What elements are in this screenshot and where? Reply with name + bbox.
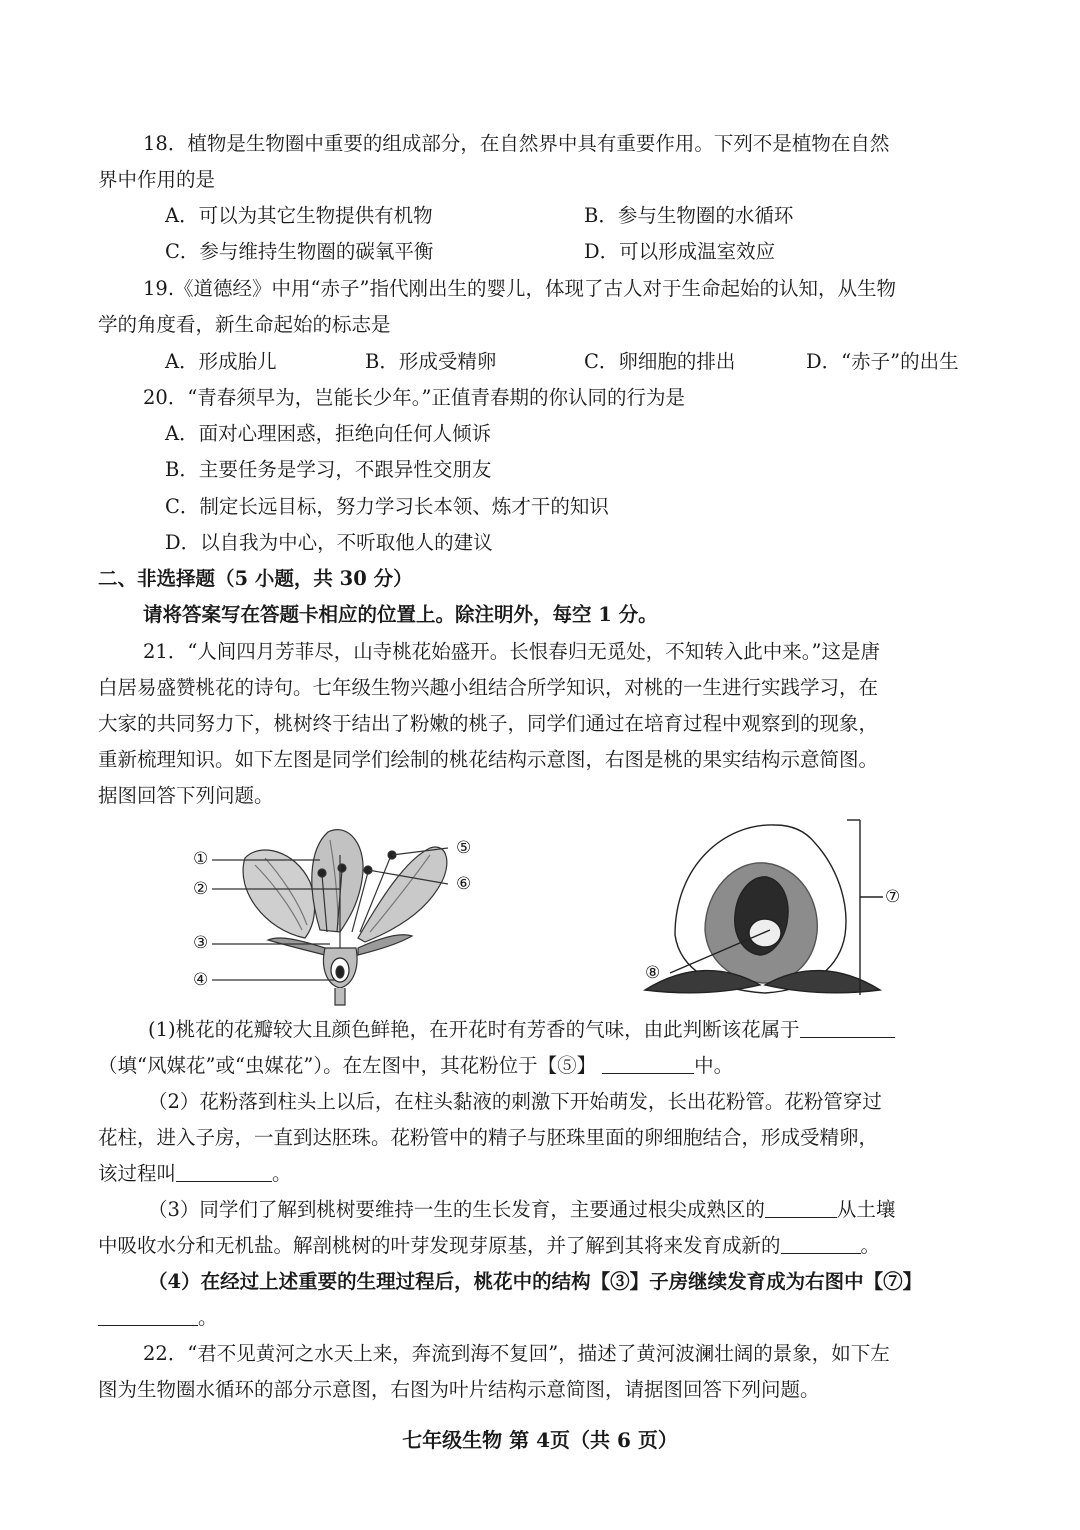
answer-blank-3[interactable] xyxy=(176,1161,272,1182)
q21-part1-line1 xyxy=(148,1016,895,1044)
fruit-drawing xyxy=(645,820,883,995)
fruit-label-7: ⑦ xyxy=(885,887,901,907)
flower-label-2: ② xyxy=(193,879,209,899)
q21-line2: 白居易盛赞桃花的诗句。七年级生物兴趣小组结合所学知识，对桃的一生进行实践学习，在 xyxy=(98,676,879,699)
q21-part1-text3: 中。 xyxy=(694,1054,734,1077)
q21-part3-text3: 中吸收水分和无机盐。解剖桃树的叶芽发现芽原基，并了解到其将来发育成新的 xyxy=(98,1234,781,1257)
q21-part4-line2 xyxy=(98,1304,218,1332)
answer-blank-6[interactable] xyxy=(98,1305,198,1326)
q18-option-d: D．可以形成温室效应 xyxy=(584,240,776,263)
q21-part2-line1: （2）花粉落到柱头上以后，在柱头黏液的刺激下开始萌发，长出花粉管。花粉管穿过 xyxy=(148,1090,882,1113)
q19-option-c: C．卵细胞的排出 xyxy=(584,350,736,373)
q21-line4: 重新梳理知识。如下左图是同学们绘制的桃花结构示意图，右图是桃的果实结构示意简图。 xyxy=(98,748,879,771)
q21-part3-line1 xyxy=(148,1196,895,1224)
q18-option-c: C．参与维持生物圈的碳氧平衡 xyxy=(165,240,434,263)
q21-part4-text2: 。 xyxy=(198,1306,218,1329)
peach-flower-diagram xyxy=(180,820,500,1010)
answer-blank-1[interactable] xyxy=(800,1017,895,1038)
q18-option-b: B．参与生物圈的水循环 xyxy=(584,204,794,227)
q21-part1-text2: （填“风媒花”或“虫媒花”）。在左图中，其花粉位于【⑤】 xyxy=(98,1054,597,1077)
q21-line1: 21．“人间四月芳菲尽，山寺桃花始盛开。长恨春归无觅处，不知转入此中来。”这是唐 xyxy=(143,640,881,663)
q20-option-d: D．以自我为中心，不听取他人的建议 xyxy=(165,531,493,554)
q22-line1: 22．“君不见黄河之水天上来，奔流到海不复回”，描述了黄河波澜壮阔的景象，如下左 xyxy=(143,1342,890,1365)
q20-option-b: B．主要任务是学习，不跟异性交朋友 xyxy=(165,458,492,481)
flower-drawing xyxy=(212,830,448,1005)
flower-label-1: ① xyxy=(193,849,209,869)
q21-part1-line2 xyxy=(98,1052,733,1080)
flower-label-6: ⑥ xyxy=(456,874,472,894)
q19-option-a: A．形成胎儿 xyxy=(165,350,277,373)
answer-blank-2[interactable] xyxy=(602,1053,694,1074)
flower-label-5: ⑤ xyxy=(456,838,472,858)
q21-line3: 大家的共同努力下，桃树终于结出了粉嫩的桃子，同学们通过在培育过程中观察到的现象， xyxy=(98,712,879,735)
q21-part3-text4: 。 xyxy=(860,1234,881,1257)
q20-stem: 20．“青春须早为，岂能长少年。”正值青春期的你认同的行为是 xyxy=(143,386,686,409)
q19-option-d: D．“赤子”的出生 xyxy=(806,350,959,373)
answer-blank-4[interactable] xyxy=(765,1197,837,1218)
q21-part4-line1: （4）在经过上述重要的生理过程后，桃花中的结构【③】子房继续发育成为右图中【⑦】 xyxy=(148,1270,923,1293)
q19-stem-line2: 学的角度看，新生命起始的标志是 xyxy=(98,313,391,336)
section2-title: 二、非选择题（5 小题，共 30 分） xyxy=(98,567,413,590)
q20-option-a: A．面对心理困惑，拒绝向任何人倾诉 xyxy=(165,422,492,445)
q21-part2-text4: 。 xyxy=(272,1162,292,1185)
answer-blank-5[interactable] xyxy=(781,1233,861,1254)
q18-option-a: A．可以为其它生物提供有机物 xyxy=(165,204,433,227)
q21-line5: 据图回答下列问题。 xyxy=(98,784,274,807)
q19-stem-line1: 19.《道德经》中用“赤子”指代刚出生的婴儿，体现了古人对于生命起始的认知，从生物 xyxy=(143,277,896,300)
q18-stem-line1: 18．植物是生物圈中重要的组成部分，在自然界中具有重要作用。下列不是植物在自然 xyxy=(143,132,890,155)
section2-instruction: 请将答案写在答题卡相应的位置上。除注明外，每空 1 分。 xyxy=(143,603,658,626)
q21-part1-text1: (1)桃花的花瓣较大且颜色鲜艳，在开花时有芳香的气味，由此判断该花属于 xyxy=(148,1018,800,1041)
q21-part2-text3: 该过程叫 xyxy=(98,1162,177,1185)
flower-label-3: ③ xyxy=(193,933,209,953)
q21-part2-line3 xyxy=(98,1160,292,1188)
q20-option-c: C．制定长远目标，努力学习长本领、炼才干的知识 xyxy=(165,495,609,518)
q21-part3-text1: （3）同学们了解到桃树要维持一生的生长发育，主要通过根尖成熟区的 xyxy=(148,1198,765,1221)
page-footer: 七年级生物 第 4页（共 6 页） xyxy=(402,1428,678,1452)
q19-option-b: B．形成受精卵 xyxy=(365,350,497,373)
fruit-label-8: ⑧ xyxy=(645,963,661,983)
q21-part3-text2: 从土壤 xyxy=(836,1198,896,1221)
q22-line2: 图为生物圈水循环的部分示意图，右图为叶片结构示意简图，请据图回答下列问题。 xyxy=(98,1378,820,1401)
q18-stem-line2: 界中作用的是 xyxy=(98,168,216,191)
flower-label-4: ④ xyxy=(193,970,209,990)
q21-part2-line2: 花柱，进入子房，一直到达胚珠。花粉管中的精子与胚珠里面的卵细胞结合，形成受精卵， xyxy=(98,1126,879,1149)
peach-fruit-diagram xyxy=(635,815,915,1005)
q21-part3-line2 xyxy=(98,1232,880,1260)
